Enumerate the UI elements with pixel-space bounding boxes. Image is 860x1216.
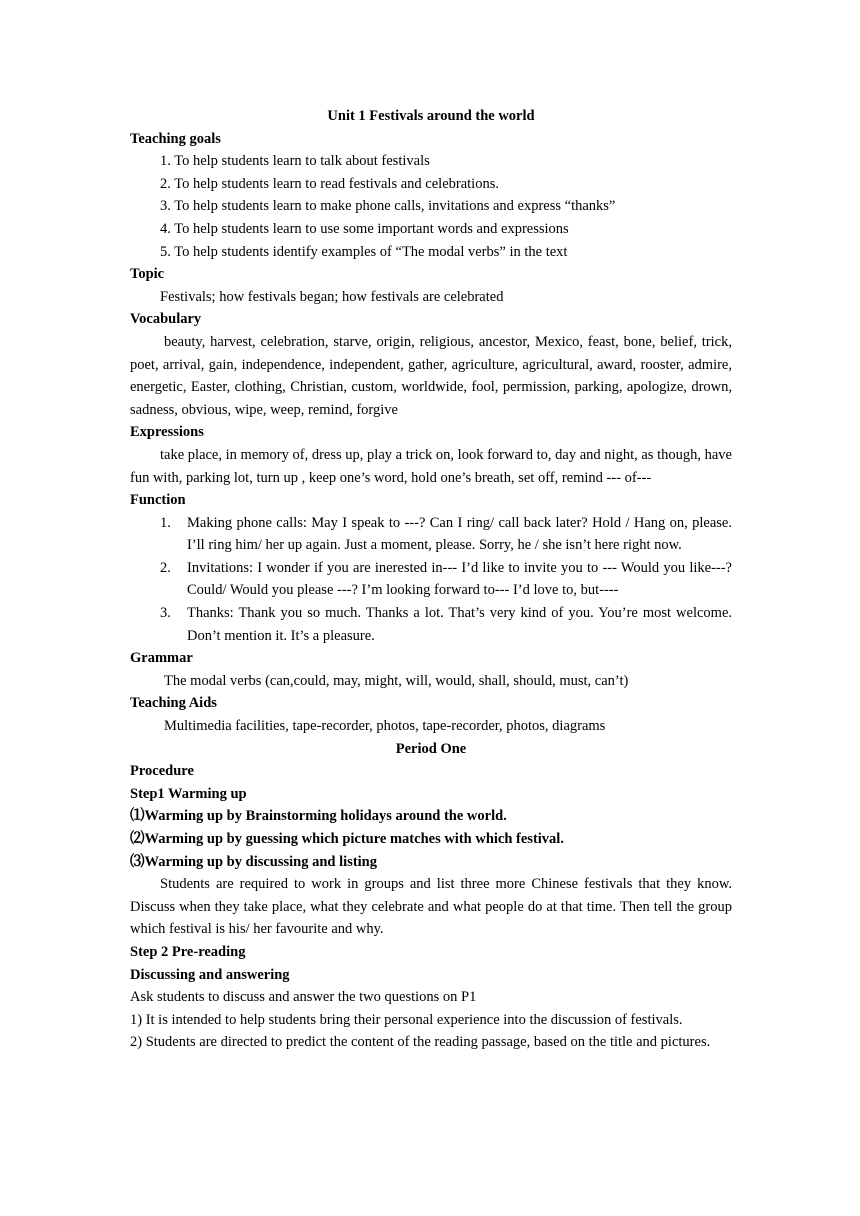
step2-heading: Step 2 Pre-reading <box>130 943 246 960</box>
function-heading: Function <box>130 492 186 509</box>
function-item <box>130 512 732 557</box>
expressions-heading: Expressions <box>130 424 204 441</box>
document-title: Unit 1 Festivals around the world <box>327 108 535 124</box>
function-item-number: 3. <box>160 605 171 622</box>
function-list <box>130 512 732 648</box>
step1-item: ⑵Warming up by guessing which picture matches with which festival. <box>130 831 564 847</box>
document-body <box>130 105 732 1054</box>
step1-item: ⑶Warming up by discussing and listing <box>130 853 377 870</box>
topic-heading: Topic <box>130 266 165 283</box>
grammar-text: The modal verbs (can,could, may, might, will, would, shall, should, must, can’t) <box>164 672 629 689</box>
step2-intro: Ask students to discuss and answer the two questions on P1 <box>130 989 477 1006</box>
teaching-aids-heading: Teaching Aids <box>130 695 217 712</box>
topic-text: Festivals; how festivals began; how festivals are celebrated <box>160 288 504 305</box>
step1-heading: Step1 Warming up <box>130 785 247 802</box>
function-item <box>130 557 732 602</box>
function-item <box>130 602 732 647</box>
teaching-goal-item: 2. To help students learn to read festivals and celebrations. <box>160 175 499 192</box>
step1-text: Students are required to work in groups and list three more Chinese festivals that they know. Discuss when they take place, what they celebrate and what people do at that time. Then tell the group which festival is his/ her favourite and why. <box>130 876 732 938</box>
vocabulary-text: beauty, harvest, celebration, starve, origin, religious, ancestor, Mexico, feast, bone, belief, trick, poet, arrival, gain, independence, independent, gather, agriculture, agricultural, award, rooster, admire, energetic, Easter, clothing, Christian, custom, worldwide, fool, permission, parking, apologize, drown, sadness, obvious, wipe, weep, remind, forgive <box>130 333 732 418</box>
procedure-heading: Procedure <box>130 763 194 780</box>
teaching-goal-item: 3. To help students learn to make phone calls, invitations and express “thanks” <box>160 198 616 215</box>
teaching-goal-item: 5. To help students identify examples of “The modal verbs” in the text <box>160 243 568 260</box>
teaching-goal-item: 4. To help students learn to use some important words and expressions <box>160 220 569 237</box>
function-item-text: Making phone calls: May I speak to ---? Can I ring/ call back later? Hold / Hang on, please. I’ll ring him/ her up again. Just a moment, please. Sorry, he / she isn’t here right now. <box>187 514 732 554</box>
expressions-text: take place, in memory of, dress up, play a trick on, look forward to, day and night, as though, have fun with, parking lot, turn up , keep one’s word, hold one’s breath, set off, remind --- of--- <box>130 446 732 486</box>
step2-point: 2) Students are directed to predict the content of the reading passage, based on the title and pictures. <box>130 1034 711 1051</box>
period-heading: Period One <box>395 740 467 757</box>
step2-subheading: Discussing and answering <box>130 966 290 983</box>
function-item-number: 2. <box>160 559 171 576</box>
teaching-goals-heading: Teaching goals <box>130 130 221 147</box>
vocabulary-heading: Vocabulary <box>130 311 202 328</box>
teaching-aids-text: Multimedia facilities, tape-recorder, photos, tape-recorder, photos, diagrams <box>164 718 606 735</box>
step2-point: 1) It is intended to help students bring their personal experience into the discussion of festivals. <box>130 1011 683 1028</box>
function-item-number: 1. <box>160 514 171 531</box>
step1-item: ⑴Warming up by Brainstorming holidays around the world. <box>130 808 507 825</box>
function-item-text: Thanks: Thank you so much. Thanks a lot. That’s very kind of you. You’re most welcome. Don’t mention it. It’s a pleasure. <box>187 605 732 644</box>
function-item-text: Invitations: I wonder if you are inerested in--- I’d like to invite you to --- Would you like---? Could/ Would you please ---? I’m looking forward to--- I’d love to, but---- <box>187 559 732 599</box>
grammar-heading: Grammar <box>130 650 193 667</box>
teaching-goal-item: 1. To help students learn to talk about festivals <box>160 153 430 170</box>
